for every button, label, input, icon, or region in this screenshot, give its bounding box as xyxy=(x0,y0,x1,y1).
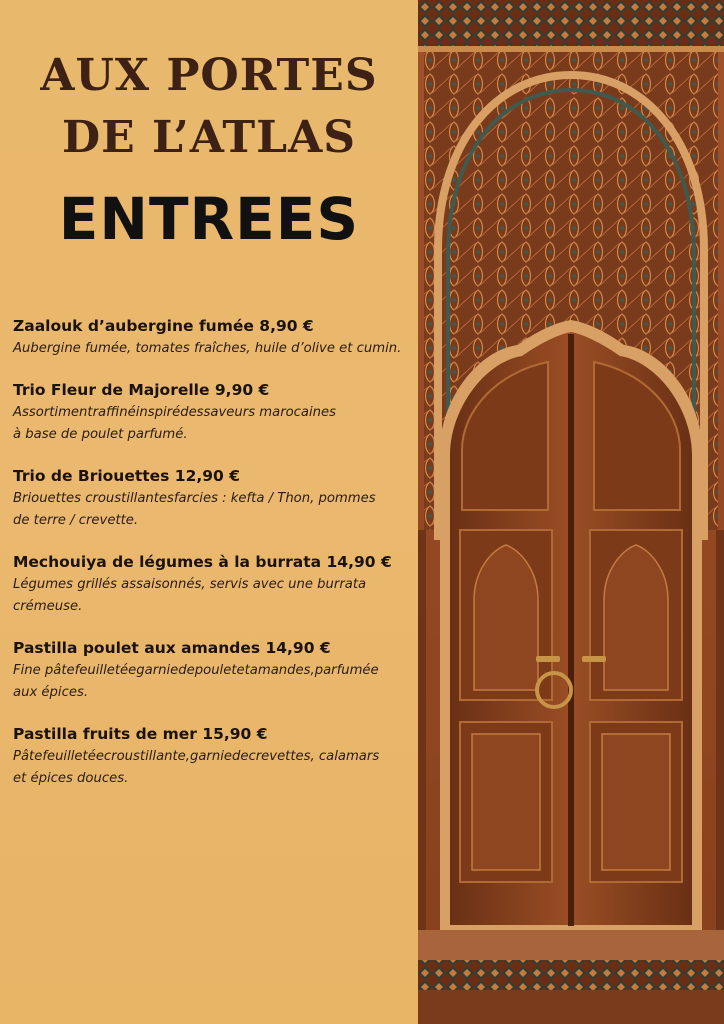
menu-item xyxy=(13,724,418,790)
menu-item-description-line: Pâtefeuilletéecroustillante,garniedecrevettes, calamars xyxy=(13,749,380,764)
section-heading: ENTREES xyxy=(58,185,360,253)
menu-item-description xyxy=(13,402,418,446)
menu-item-description-line: crémeuse. xyxy=(13,599,83,614)
menu-item-name: Pastilla fruits de mer 15,90 € xyxy=(13,725,268,743)
menu-item-name: Trio Fleur de Majorelle 9,90 € xyxy=(13,381,270,399)
menu-item-description xyxy=(13,574,418,618)
menu-item-name: Trio de Briouettes 12,90 € xyxy=(13,467,241,485)
menu-item-description-line: Légumes grillés assaisonnés, servis avec une burrata xyxy=(13,577,367,592)
floor-tiles xyxy=(418,960,724,990)
menu-item-description-line: de terre / crevette. xyxy=(13,513,139,528)
menu-item-name: Pastilla poulet aux amandes 14,90 € xyxy=(13,639,331,657)
menu-item xyxy=(13,552,418,618)
menu-item-description-line: à base de poulet parfumé. xyxy=(13,427,188,442)
menu-item-description xyxy=(13,488,418,532)
menu-item-description xyxy=(13,746,418,790)
menu-item xyxy=(13,638,418,704)
menu-item-description xyxy=(13,338,418,360)
menu-item-name: Mechouiya de légumes à la burrata 14,90 € xyxy=(13,553,392,571)
menu-item-description-line: Briouettes croustillantesfarcies : kefta / Thon, pommes xyxy=(13,491,376,506)
top-frieze xyxy=(418,0,724,48)
menu-item-description-line: Assortimentraffinéinspirédessaveurs marocaines xyxy=(13,405,337,420)
menu-item-description-line: Aubergine fumée, tomates fraîches, huile d’olive et cumin. xyxy=(13,341,402,356)
menu-item xyxy=(13,380,418,446)
menu-item xyxy=(13,466,418,532)
menu-list xyxy=(13,316,418,810)
menu-item xyxy=(13,316,418,360)
menu-item-description-line: et épices douces. xyxy=(13,771,129,786)
menu-item-description-line: Fine pâtefeuilletéegarniedepouletetamandes,parfumée xyxy=(13,663,379,678)
menu-item-description xyxy=(13,660,418,704)
restaurant-name-line2: DE L’ATLAS xyxy=(61,112,357,163)
restaurant-name-line1: AUX PORTES xyxy=(40,50,378,101)
menu-item-description-line: aux épices. xyxy=(13,685,89,700)
moroccan-door-illustration xyxy=(418,0,724,1024)
menu-item-name: Zaalouk d’aubergine fumée 8,90 € xyxy=(13,317,314,335)
